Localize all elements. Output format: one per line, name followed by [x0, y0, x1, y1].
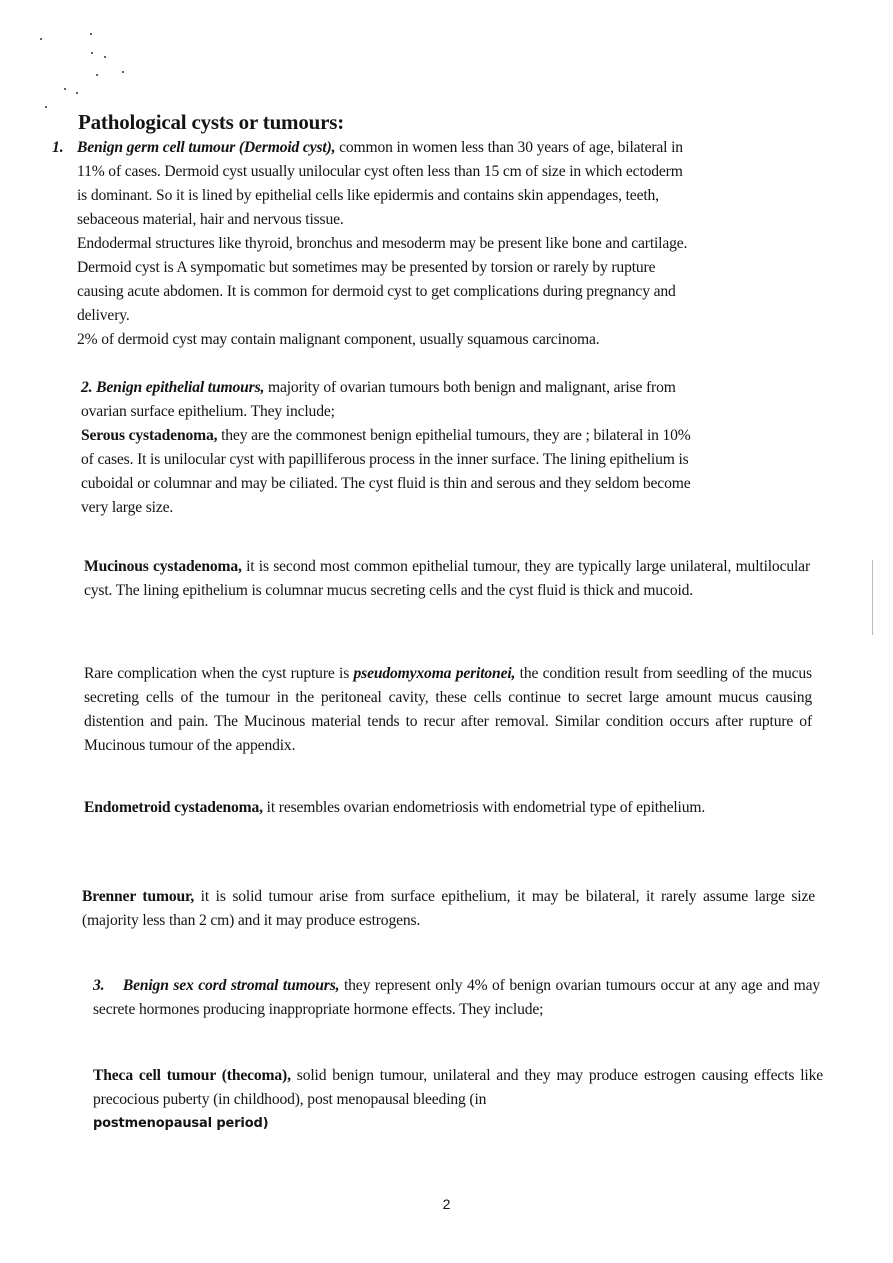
- text-line: Endodermal structures like thyroid, bronchus and mesoderm may be present like bone and cartilage.: [77, 235, 688, 252]
- endometroid-text: it resembles ovarian endometriosis with endometrial type of epithelium.: [262, 799, 706, 816]
- thecoma-title: Theca cell tumour (thecoma),: [93, 1067, 291, 1084]
- item-1-title: Benign germ cell tumour (Dermoid cyst),: [77, 139, 336, 156]
- scan-edge-line: [872, 560, 873, 635]
- text-line: of cases. It is unilocular cyst with papilliferous process in the inner surface. The lining epithelium is: [81, 451, 689, 468]
- item-3-text: they represent only 4% of benign ovarian tumours occur at any age and may secrete hormones producing inappropriate hormone effects. They include;: [93, 977, 821, 1018]
- item-3-title: Benign sex cord stromal tumours,: [122, 977, 340, 994]
- brenner-paragraph: [82, 885, 815, 933]
- item-3-number: 3.: [93, 977, 105, 994]
- text-line: is dominant. So it is lined by epithelial cells like epidermis and contains skin appendages, teeth,: [77, 187, 659, 204]
- text-line: 2% of dermoid cyst may contain malignant component, usually squamous carcinoma.: [77, 331, 600, 348]
- text-line: 11% of cases. Dermoid cyst usually unilocular cyst often less than 15 cm of size in which ectoderm: [77, 163, 683, 180]
- text-line: Dermoid cyst is A sympomatic but sometimes may be presented by torsion or rarely by rupture: [77, 259, 656, 276]
- endometroid-paragraph: [84, 796, 814, 820]
- text-line: ovarian surface epithelium. They include;: [81, 403, 335, 420]
- item-3-sex-cord: [93, 974, 820, 1022]
- text-line: majority of ovarian tumours both benign and malignant, arise from: [264, 379, 676, 396]
- endometroid-title: Endometroid cystadenoma,: [84, 799, 263, 816]
- text-line: common in women less than 30 years of age, bilateral in: [335, 139, 683, 156]
- text-line: delivery.: [77, 307, 130, 324]
- text-line: very large size.: [81, 499, 174, 516]
- mucinous-text: it is second most common epithelial tumour, they are typically large unilateral, multilocular cyst. The lining epithelium is columnar mucus secreting cells and the cyst fluid is thick and mucoid.: [84, 558, 810, 599]
- text-line: they are the commonest benign epithelial tumours, they are ; bilateral in 10%: [217, 427, 691, 444]
- page-number: 2: [442, 1196, 451, 1212]
- pseudomyxoma-term: pseudomyxoma peritonei,: [353, 665, 516, 682]
- mucinous-paragraph: [84, 555, 810, 603]
- rare-pre: Rare complication when the cyst rupture is: [84, 665, 354, 682]
- mucinous-title: Mucinous cystadenoma,: [84, 558, 242, 575]
- item-2-epithelial: [81, 376, 841, 520]
- item-1-number: 1.: [52, 139, 64, 156]
- rare-complication-paragraph: [84, 662, 812, 758]
- page-title: Pathological cysts or tumours:: [78, 110, 345, 134]
- thecoma-text: solid benign tumour, unilateral and they may produce estrogen causing effects like precocious puberty (in childhood), post menopausal bleeding (in: [93, 1067, 823, 1108]
- text-line: cuboidal or columnar and may be ciliated. The cyst fluid is thin and serous and they seldom become: [81, 475, 691, 492]
- serous-title: Serous cystadenoma,: [81, 427, 218, 444]
- brenner-text: it is solid tumour arise from surface epithelium, it may be bilateral, it rarely assume large size (majority less than 2 cm) and it may produce estrogens.: [82, 888, 815, 929]
- item-2-title: 2. Benign epithelial tumours,: [81, 379, 265, 396]
- text-line: causing acute abdomen. It is common for dermoid cyst to get complications during pregnancy and: [77, 283, 676, 300]
- rare-post: the condition result from seedling of the mucus secreting cells of the tumour in the peritoneal cavity, these cells continue to secret large amount mucus causing distention and pain. The Mucinous material tends to recur after removal. Similar condition occurs after rupture of Mucinous tumour of the appendix.: [84, 665, 812, 754]
- thecoma-paragraph: [93, 1064, 823, 1136]
- item-1-dermoid: [77, 136, 837, 352]
- brenner-title: Brenner tumour,: [82, 888, 195, 905]
- text-line: sebaceous material, hair and nervous tissue.: [77, 211, 344, 228]
- thecoma-tail: postmenopausal period): [93, 1116, 269, 1131]
